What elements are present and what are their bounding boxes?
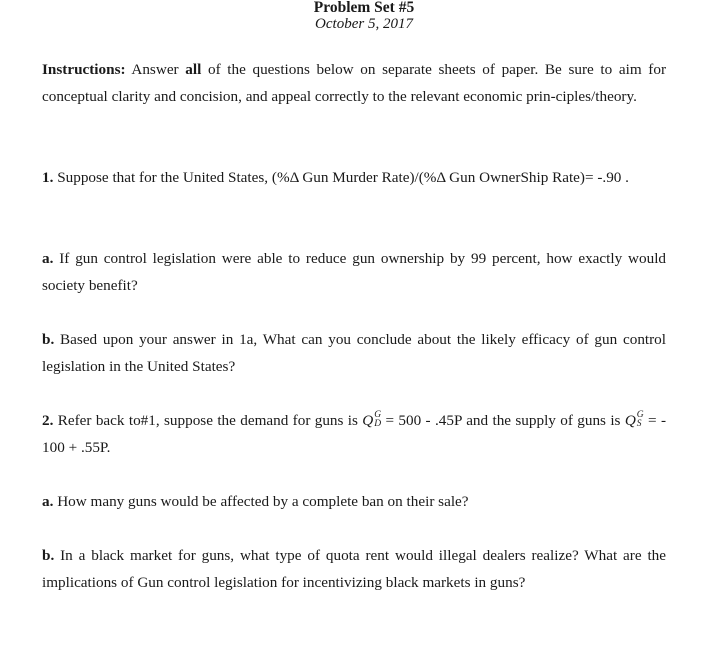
question-2b-text: In a black market for guns, what type of quota rent would illegal dealers realize? What are the implications of Gun control legislation for incentivizing black markets in guns? <box>42 547 667 591</box>
supply-superscript: G <box>636 409 644 420</box>
question-2a-label: a. <box>42 493 54 510</box>
question-1b-text: Based upon your answer in 1a, What can you conclude about the likely efficacy of gun control legislation in the United States? <box>42 331 666 375</box>
demand-expression: = 500 - .45P and the supply of guns is <box>385 412 621 429</box>
question-1b <box>42 326 666 380</box>
supply-subscript: S <box>636 418 642 429</box>
question-2-label: 2. <box>42 412 54 429</box>
question-2-text-before: Refer back to#1, suppose the demand for guns is <box>57 412 358 429</box>
demand-quantity-symbol: Q <box>362 412 374 429</box>
question-2b-label: b. <box>42 547 55 564</box>
question-2 <box>42 407 666 461</box>
supply-quantity-symbol: Q <box>624 412 636 429</box>
instructions-text-after: of the questions below on separate sheets of paper. Be sure to aim for conceptual clarity and concision, and appeal correctly to the relevant economic prin-ciples/theory. <box>42 61 667 105</box>
supply-expression: = - 100 + .55P. <box>42 412 666 456</box>
question-1 <box>42 164 666 191</box>
question-2a-text: How many guns would be affected by a complete ban on their sale? <box>57 493 469 510</box>
demand-superscript: G <box>374 409 382 420</box>
question-2a <box>42 488 666 515</box>
question-2b <box>42 542 666 596</box>
demand-quantity-indices <box>374 411 381 429</box>
page-date: October 5, 2017 <box>315 16 413 32</box>
instructions-paragraph <box>42 56 666 110</box>
demand-subscript: D <box>374 418 382 429</box>
question-1a-text: If gun control legislation were able to reduce gun ownership by 99 percent, how exactly would society benefit? <box>42 250 667 294</box>
question-1-label: 1. <box>42 169 54 186</box>
instructions-label: Instructions: <box>42 61 126 78</box>
question-1b-label: b. <box>42 331 55 348</box>
question-1-text: Suppose that for the United States, (%Δ Gun Murder Rate)/(%Δ Gun OwnerShip Rate)= -.90 . <box>57 169 629 186</box>
instructions-text-before: Answer <box>131 61 179 78</box>
instructions-emphasis: all <box>185 61 202 78</box>
question-1a <box>42 245 666 299</box>
page-title: Problem Set #5 <box>313 0 415 16</box>
question-1a-label: a. <box>42 250 54 267</box>
supply-quantity-indices <box>637 411 644 429</box>
